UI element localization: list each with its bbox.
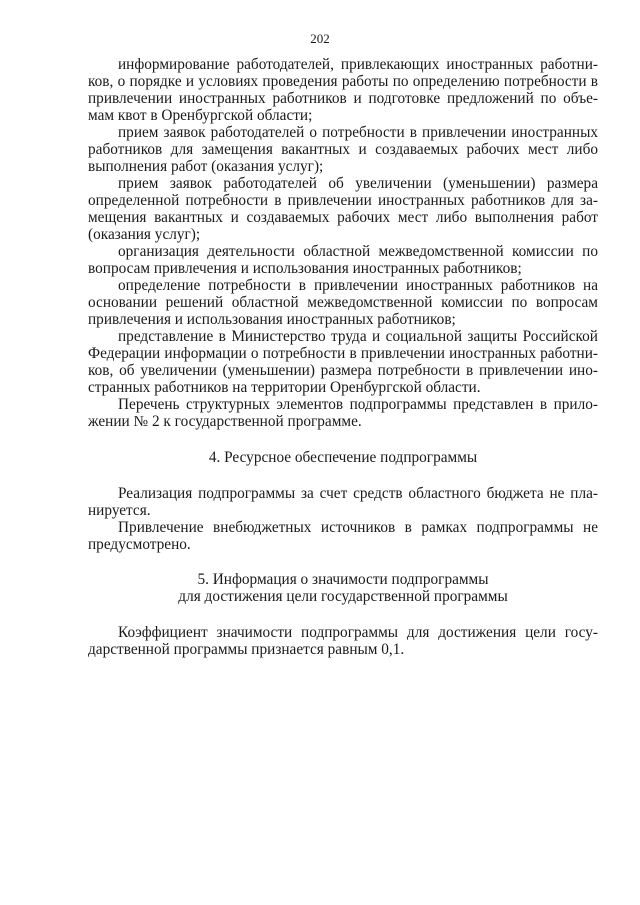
paragraph-receiving-applications: прием заявок работодателей о потребности в привлечении иностранных работников для замещения вакантных и создаваемых рабочих мест либо выполнения работ (оказания услуг); — [88, 124, 598, 175]
paragraph-ministry-submission: представление в Министерство труда и социальной защиты Российской Федерации информации о потребности в привлечении иностранных работников, об увеличении (уменьшении) размера потребности в привлечении иностранных работников на территории Оренбургской области. — [88, 328, 598, 396]
page-number: 202 — [310, 31, 330, 46]
paragraph-determining-need: определение потребности в привлечении иностранных работников на основании решений областной межведомственной комиссии по вопросам привлечения и использования иностранных работников; — [88, 277, 598, 328]
section-4-heading: 4. Ресурсное обеспечение подпрограммы — [208, 449, 478, 466]
section-5-heading-line-2: для достижения цели государственной программы — [178, 588, 508, 605]
document-body — [88, 56, 598, 658]
paragraph-informing-employers: информирование работодателей, привлекающих иностранных работников, о порядке и условиях проведения работы по определению потребности в привлечении иностранных работников и подготовке предложений по объемам квот в Оренбургской области; — [88, 56, 598, 124]
paragraph-receiving-change-applications: прием заявок работодателей об увеличении (уменьшении) размера определенной потребности в привлечении иностранных работников для замещения вакантных и создаваемых рабочих мест либо выполнения работ (оказания услуг); — [88, 175, 598, 243]
paragraph-extrabudgetary-sources: Привлечение внебюджетных источников в рамках подпрограммы не предусмотрено. — [88, 519, 598, 553]
paragraph-significance-coefficient: Коэффициент значимости подпрограммы для достижения цели государственной программы признается равным 0,1. — [88, 624, 598, 658]
section-5-heading-line-1: 5. Информация о значимости подпрограммы — [197, 571, 489, 588]
paragraph-regional-budget: Реализация подпрограммы за счет средств областного бюджета не планируется. — [88, 485, 598, 519]
paragraph-commission-organization: организация деятельности областной межведомственной комиссии по вопросам привлечения и использования иностранных работников; — [88, 243, 598, 277]
paragraph-structural-elements: Перечень структурных элементов подпрограммы представлен в приложении № 2 к государственной программе. — [88, 396, 598, 430]
